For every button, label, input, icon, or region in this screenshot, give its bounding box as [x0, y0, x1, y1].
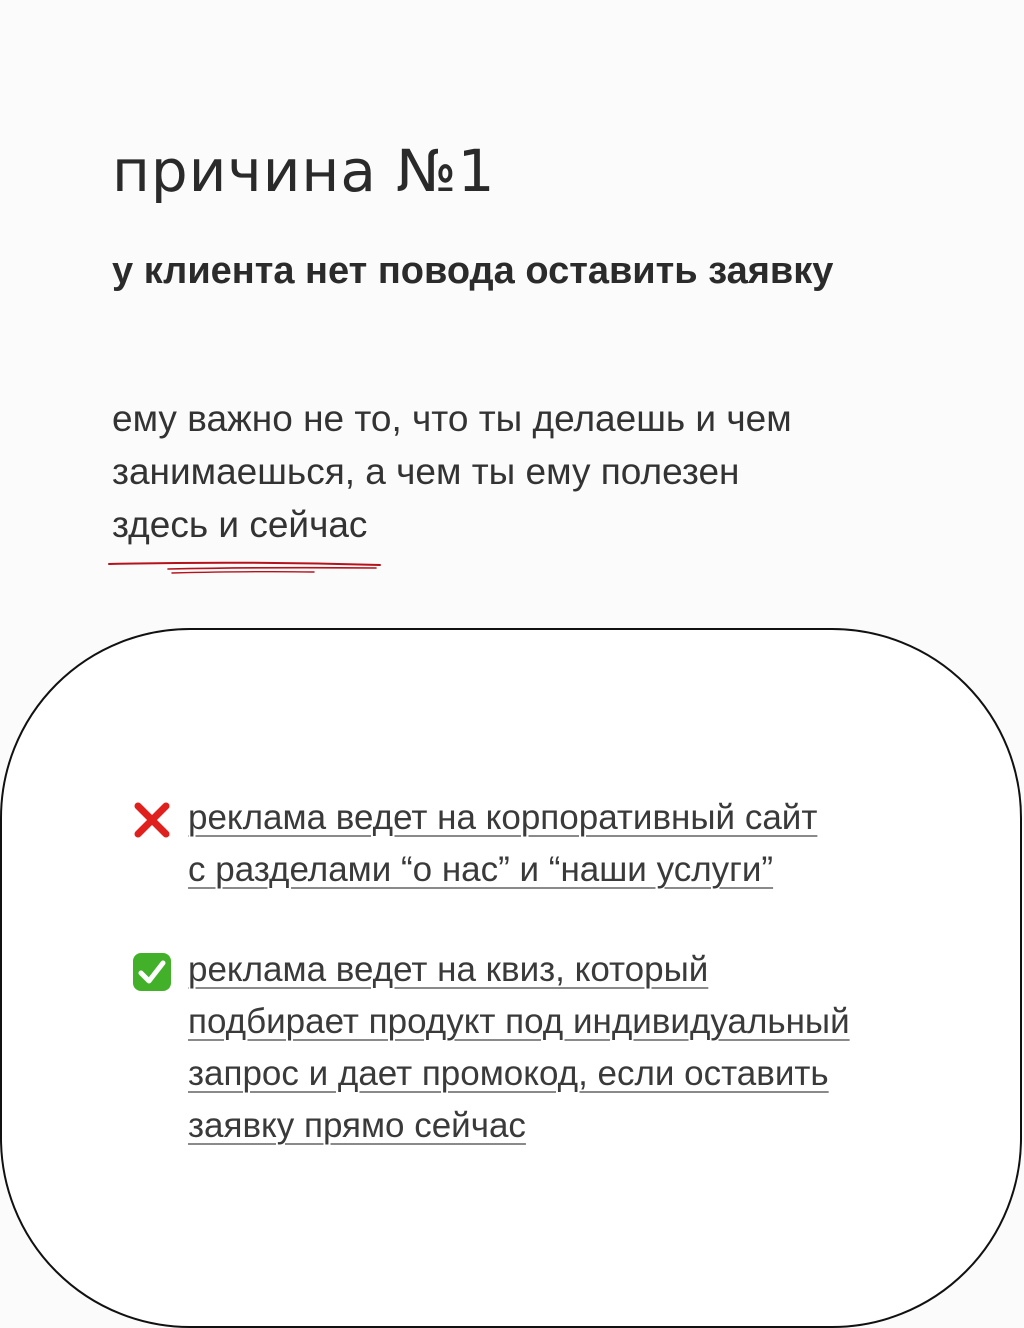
lead-paragraph [112, 392, 912, 551]
check-mark-button-icon [130, 950, 174, 994]
red-brush-underline [106, 558, 386, 578]
good-example-item [130, 944, 850, 1152]
lead-line: ему важно не то, что ты делаешь и чем [112, 398, 792, 439]
lead-line: занимаешься, а чем ты ему полезен [112, 451, 740, 492]
lead-line: здесь и сейчас [112, 504, 368, 545]
page-title: причина №1 [112, 137, 496, 205]
good-example-text [188, 944, 850, 1152]
good-example-line: подбирает продукт под индивидуальный [188, 1002, 850, 1041]
good-example-line: реклама ведет на квиз, который [188, 950, 709, 989]
cross-mark-icon [130, 798, 174, 842]
good-example-line: заявку прямо сейчас [188, 1106, 526, 1145]
bad-example-item [130, 792, 817, 896]
bad-example-line: с разделами “о нас” и “наши услуги” [188, 850, 774, 889]
page-subtitle: у клиента нет повода оставить заявку [112, 250, 834, 292]
bad-example-line: реклама ведет на корпоративный сайт [188, 798, 818, 837]
good-example-line: запрос и дает промокод, если оставить [188, 1054, 829, 1093]
bad-example-text [188, 792, 817, 896]
